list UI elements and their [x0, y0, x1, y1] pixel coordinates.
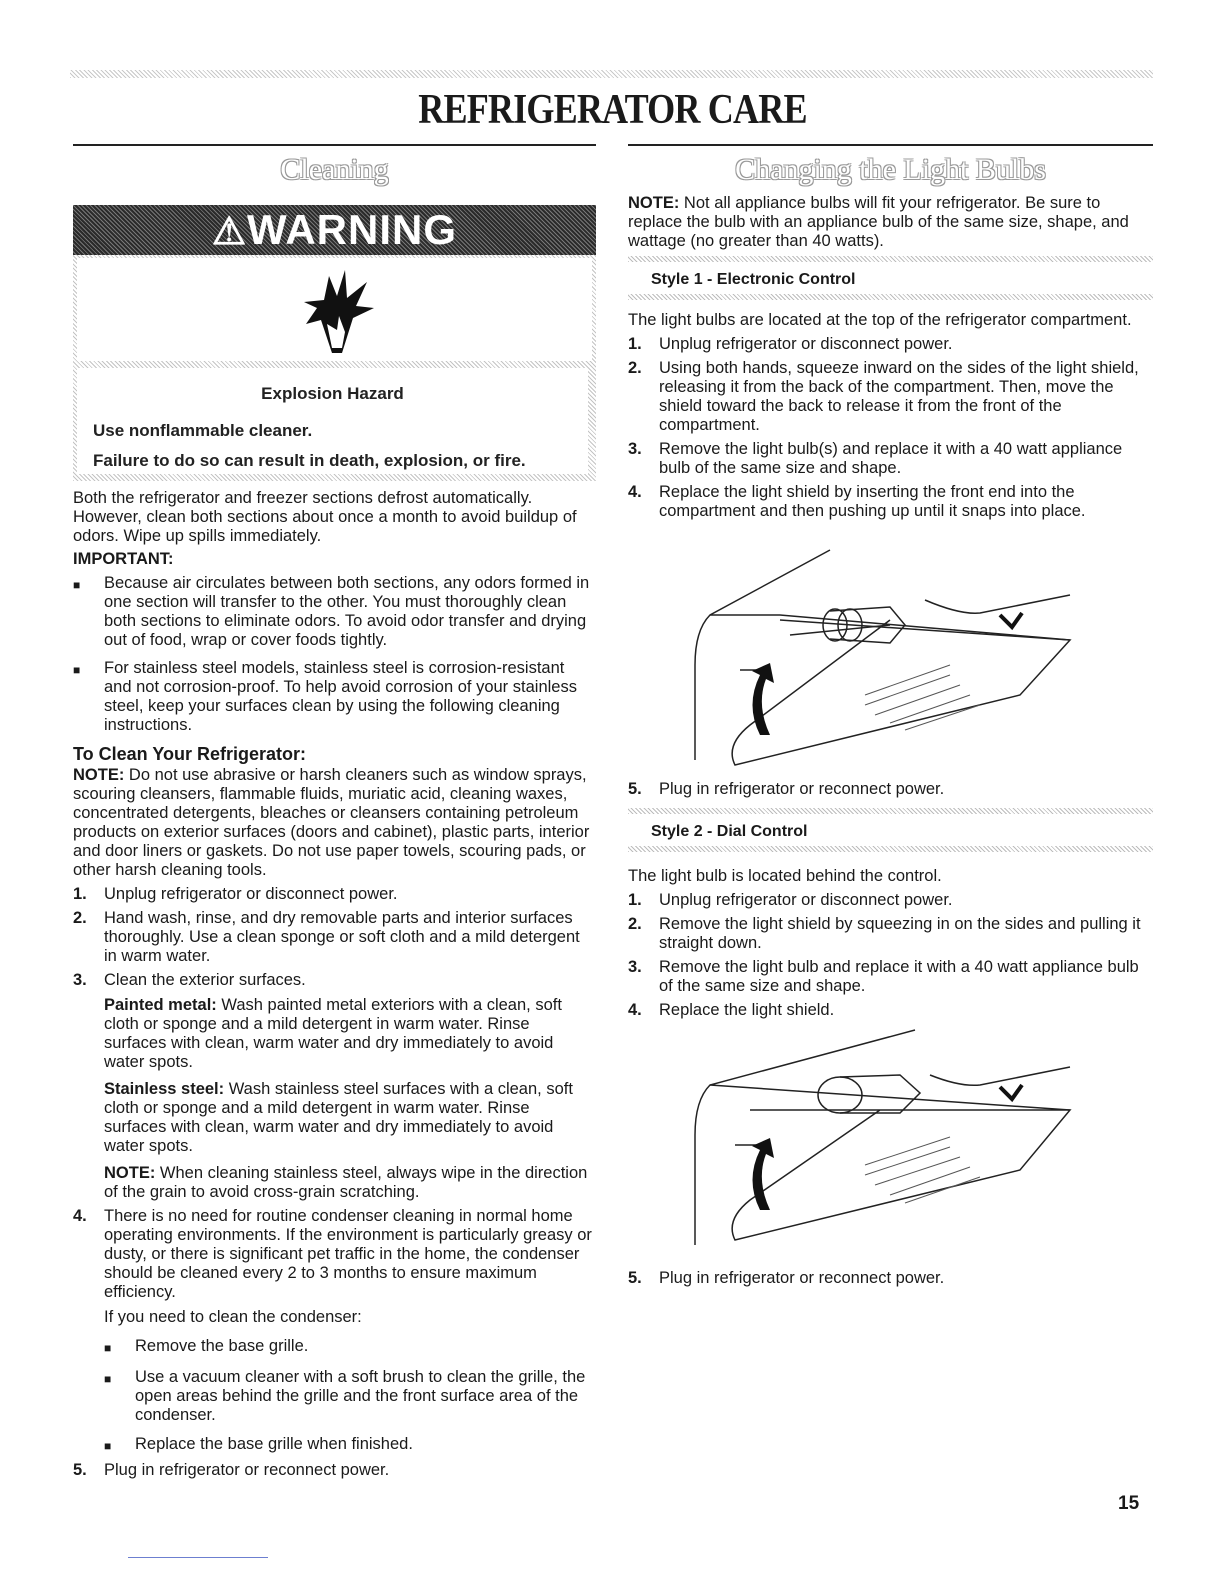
condenser-intro: If you need to clean the condenser: [104, 1308, 362, 1326]
light-shield-illustration-1 [690, 545, 1090, 770]
page-number: 15 [1118, 1493, 1140, 1514]
list-item: 2. Using both hands, squeeze inward on the sides of the light shield, releasing it from the back of the compartment. Then, move the shield toward the back to release it from the front of the compartment. [628, 359, 1139, 434]
stainless-steel-text: Stainless steel: Wash stainless steel surfaces with a clean, soft cloth or sponge and a mild detergent in warm water. Rinse surfaces with clean, warm water and dry immediately to avoid water spots. [104, 1080, 573, 1155]
warning-header [73, 205, 596, 255]
top-decorative-bar [70, 70, 1153, 78]
warning-triangle-icon: ⚠ [211, 211, 248, 253]
list-item: 2. Remove the light shield by squeezing in on the sides and pulling it straight down. [628, 915, 1141, 952]
explosion-icon [77, 258, 592, 361]
list-item: 1. Unplug refrigerator or disconnect power. [73, 885, 398, 903]
style2-bar-bottom [628, 846, 1153, 852]
style1-bar-bottom [628, 294, 1153, 300]
style2-instructions: The light bulb is located behind the control. 1. Unplug refrigerator or disconnect power. 2. Remove the light shield by squeezing in on the sides and pulling it straight down. 3. Remove the light bulb and replace it with a 40 watt appliance bulb of the same size and shape. 4. Replace the light shield. [628, 867, 1153, 1020]
list-item: 5. Plug in refrigerator or reconnect power. [73, 1461, 390, 1479]
list-item: ■ Use a vacuum cleaner with a soft brush to clean the grille, the open areas behind the grille and the front surface area of the condenser. [104, 1368, 586, 1424]
list-item: 1. Unplug refrigerator or disconnect power. [628, 335, 953, 353]
list-item: 3. Remove the light bulb and replace it with a 40 watt appliance bulb of the same size and shape. [628, 958, 1139, 995]
painted-metal-text: Painted metal: Wash painted metal exteriors with a clean, soft cloth or sponge and a mild detergent in warm water. Rinse surfaces with clean, warm water and dry immediately to avoid water spots. [104, 996, 562, 1071]
right-title-rule [628, 144, 1153, 146]
cleaning-section-title: Cleaning [280, 153, 389, 186]
cleaning-column [73, 489, 596, 1480]
important-label: IMPORTANT: [73, 550, 174, 568]
style1-final-step [628, 780, 1153, 799]
stainless-note: NOTE: When cleaning stainless steel, always wipe in the direction of the grain to avoid cross-grain scratching. [104, 1164, 588, 1201]
light-shield-illustration-2 [690, 1025, 1090, 1255]
list-item: 5. Plug in refrigerator or reconnect power. [628, 1269, 945, 1287]
footer-rule [128, 1557, 268, 1558]
list-item: ■ Remove the base grille. [104, 1337, 596, 1358]
style1-instructions: The light bulbs are located at the top of the refrigerator compartment. 1. Unplug refrigerator or disconnect power. 2. Using both hands, squeeze inward on the sides of the light shield, releasing it from the back of the compartment. Then, move the shield toward the back to release it from the front of the compartment. 3. Remove the light bulb(s) and replace it with a 40 watt appliance bulb of the same size and shape. 4. Replace the light shield by inserting the front end into the compartment and then pushing up until it snaps into place. [628, 311, 1153, 521]
hazard-title: Explosion Hazard [261, 384, 404, 403]
list-item: ■ Because air circulates between both sections, any odors formed in one section will transfer to the other. You must thoroughly clean both sections to eliminate odors. To avoid odor transfer and drying out of food, wrap or cover foods tightly. [73, 574, 590, 649]
list-item: 4. Replace the light shield by inserting the front end into the compartment and then pushing up until it snaps into place. [628, 483, 1086, 520]
list-item: 5. Plug in refrigerator or reconnect power. [628, 780, 945, 798]
bullet-square-icon: ■ [104, 1341, 112, 1355]
list-item: 3. Remove the light bulb(s) and replace it with a 40 watt appliance bulb of the same size and shape. [628, 440, 1123, 477]
warning-text [77, 368, 588, 474]
list-item: 4. Replace the light shield. [628, 1001, 835, 1019]
style1-heading: Style 1 - Electronic Control [651, 271, 856, 288]
warning-box [73, 205, 596, 481]
style2-heading: Style 2 - Dial Control [651, 823, 808, 840]
clean-note: NOTE: Do not use abrasive or harsh cleaners such as window sprays, scouring cleansers, flammable fluids, muriatic acid, cleaning waxes, concentrated detergents, bleaches or cleansers containing petroleum products on exterior surfaces (doors and cabinet), plastic parts, interior and door liners or gaskets. Do not use paper towels, scouring pads, or other harsh cleaning tools. [73, 766, 590, 879]
warning-line-2: Failure to do so can result in death, explosion, or fire. [93, 451, 526, 470]
list-item: 3. Clean the exterior surfaces. Painted metal: Wash painted metal exteriors with a clean, soft cloth or sponge and a mild detergent in warm water. Rinse surfaces with clean, warm water and dry immediately to avoid water spots. Stainless steel: Wash stainless steel surfaces with a clean, soft cloth or sponge and a mild detergent in warm water. Rinse surfaces with clean, warm water and dry immediately to avoid water spots. NOTE: When cleaning stainless steel, always wipe in the direction of the grain to avoid cross-grain scratching. [73, 971, 596, 1202]
list-item: 2. Hand wash, rinse, and dry removable parts and interior surfaces thoroughly. Use a clean sponge or soft cloth and a mild detergent in warm water. [73, 909, 580, 965]
style1-bar-top [628, 256, 1153, 262]
list-item: 4. There is no need for routine condenser cleaning in normal home operating environments. If the environment is particularly greasy or dusty, or there is significant pet traffic in the home, the condenser should be cleaned every 2 to 3 months to ensure maximum efficiency. If you need to clean the condenser: ■ Remove the base grille. ■ Use a vacuum cleaner with a soft brush to clean the grille, the open areas behind the grille and the front surface area of the condenser. ■ Replace the base grille when finished. [73, 1207, 596, 1456]
left-title-rule [73, 144, 596, 146]
page-title: REFRIGERATOR CARE [418, 87, 807, 133]
style2-bar-top [628, 808, 1153, 814]
list-item: 1. Unplug refrigerator or disconnect power. [628, 891, 953, 909]
warning-label: ⚠WARNING [211, 206, 458, 253]
cleaning-intro: Both the refrigerator and freezer sections defrost automatically. However, clean both sections about once a month to avoid buildup of odors. Wipe up spills immediately. [73, 489, 577, 545]
clean-heading: To Clean Your Refrigerator: [73, 744, 307, 764]
style2-final-step [628, 1269, 1153, 1288]
light-bulb-note: NOTE: Not all appliance bulbs will fit your refrigerator. Be sure to replace the bulb with an appliance bulb of the same size, shape, and wattage (no greater than 40 watts). [628, 194, 1129, 250]
bullet-square-icon: ■ [73, 578, 81, 592]
warning-line-1: Use nonflammable cleaner. [93, 421, 313, 440]
bullet-square-icon: ■ [104, 1372, 112, 1386]
bullet-square-icon: ■ [104, 1439, 112, 1453]
list-item: ■ Replace the base grille when finished. [104, 1435, 596, 1456]
list-item: ■ For stainless steel models, stainless steel is corrosion-resistant and not corrosion-proof. To help avoid corrosion of your stainless steel, keep your surfaces clean by using the following cleaning instructions. [73, 659, 577, 734]
bullet-square-icon: ■ [73, 663, 81, 677]
light-bulbs-section-title: Changing the Light Bulbs [735, 153, 1046, 186]
explosion-icon-panel [77, 258, 592, 361]
